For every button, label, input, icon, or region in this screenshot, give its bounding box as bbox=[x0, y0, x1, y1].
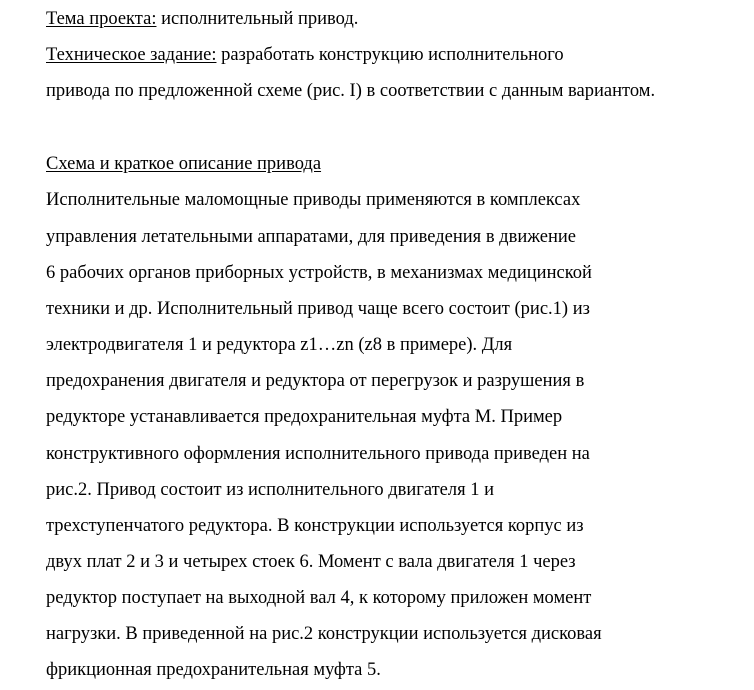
paragraph-line: редукторе устанавливается предохранительная муфта М. Пример bbox=[46, 407, 563, 427]
topic-text: исполнительный привод. bbox=[156, 9, 359, 29]
section-heading: Схема и краткое описание привода bbox=[46, 154, 322, 174]
assignment-text-1: разработать конструкцию исполнительного bbox=[216, 45, 564, 65]
topic-label: Тема проекта: bbox=[46, 9, 157, 29]
paragraph-line: редуктор поступает на выходной вал 4, к которому приложен момент bbox=[46, 588, 592, 608]
assignment-line-1 bbox=[46, 44, 564, 66]
paragraph-line: нагрузки. В приведенной на рис.2 конструкции используется дисковая bbox=[46, 624, 602, 644]
paragraph-line: техники и др. Исполнительный привод чаще всего состоит (рис.1) из bbox=[46, 299, 590, 319]
paragraph-line: двух плат 2 и 3 и четырех стоек 6. Момент с вала двигателя 1 через bbox=[46, 552, 576, 572]
paragraph-line: электродвигателя 1 и редуктора z1…zn (z8 в примере). Для bbox=[46, 335, 513, 355]
assignment-line-2 bbox=[46, 80, 655, 102]
paragraph-line: конструктивного оформления исполнительного привода приведен на bbox=[46, 444, 590, 464]
paragraph-line: фрикционная предохранительная муфта 5. bbox=[46, 660, 381, 680]
paragraph-line: рис.2. Привод состоит из исполнительного двигателя 1 и bbox=[46, 480, 495, 500]
assignment-text-2: привода по предложенной схеме (рис. I) в соответствии с данным вариантом. bbox=[46, 81, 656, 101]
paragraph-line: 6 рабочих органов приборных устройств, в механизмах медицинской bbox=[46, 263, 592, 283]
paragraph-line: трехступенчатого редуктора. В конструкции используется корпус из bbox=[46, 516, 584, 536]
topic-line bbox=[46, 8, 358, 30]
section-heading-line bbox=[46, 153, 321, 175]
assignment-label: Техническое задание: bbox=[46, 45, 217, 65]
paragraph-line: управления летательными аппаратами, для приведения в движение bbox=[46, 227, 576, 247]
paragraph-line: Исполнительные маломощные приводы применяются в комплексах bbox=[46, 190, 581, 210]
paragraph-line: предохранения двигателя и редуктора от перегрузок и разрушения в bbox=[46, 371, 585, 391]
